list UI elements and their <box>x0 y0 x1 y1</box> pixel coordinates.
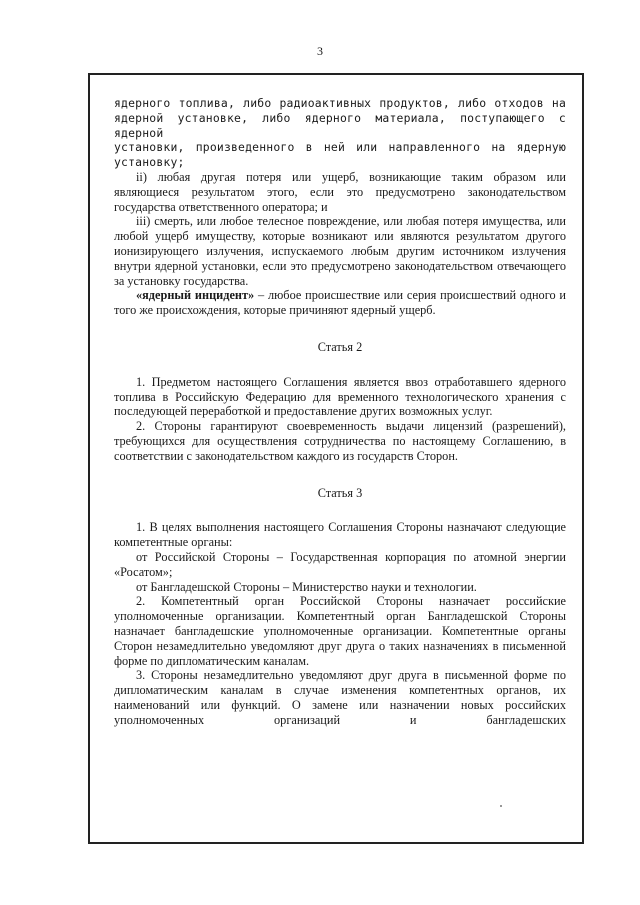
article-3-paragraph-3: 3. Стороны незамедлительно уведомляют друг друга в письменной форме по дипломатическим каналам в случае изменения компетентных органов, их наименований или функций. О замене или назначении новых российских уполномоченных организаций и бангладешских <box>114 668 566 727</box>
article-3-paragraph-2: 2. Компетентный орган Российской Стороны назначает российские уполномоченные организации. Компетентный орган Бангладешской Стороны назначает бангладешские уполномоченные организации. Компетентные органы Сторон незамедлительно уведомляют друг друга о таких назначениях в письменной форме по дипломатическим каналам. <box>114 594 566 668</box>
article-3-paragraph-1: 1. В целях выполнения настоящего Соглашения Стороны назначают следующие компетентные органы: <box>114 520 566 550</box>
text-line: ядерной установке, либо ядерного материала, поступающего с ядерной <box>114 110 566 140</box>
document-body <box>114 96 566 727</box>
definition-dash: – <box>254 288 268 303</box>
article-2-heading: Статья 2 <box>317 339 363 354</box>
article-2-paragraph-1: 1. Предметом настоящего Соглашения является ввоз отработавшего ядерного топлива в Российскую Федерацию для временного технологического хранения с последующей переработкой и предоставление других возможных услуг. <box>114 374 566 419</box>
article-2-paragraph-2: 2. Стороны гарантируют своевременность выдачи лицензий (разрешений), требующихся для осуществления сотрудничества по настоящему Соглашению, в соответствии с законодательством каждого из государств Сторон. <box>114 419 566 463</box>
definition-term: «ядерный инцидент» <box>136 288 255 303</box>
page-number: 3 <box>317 44 323 58</box>
article-3-heading: Статья 3 <box>317 485 363 500</box>
article-3-paragraph-1b: от Бангладешской Стороны – Министерство науки и технологии. <box>136 579 477 594</box>
definition-text: любое происшествие или серия происшествий одного и того же происхождения, которые причиняют ядерный ущерб. <box>114 288 566 318</box>
text-line: установки, произведенного в ней или направленного на ядерную установку; <box>114 140 566 170</box>
definition-nuclear-incident <box>114 288 566 318</box>
scan-speck <box>500 805 502 807</box>
text-line: ядерного топлива, либо радиоактивных продуктов, либо отходов на <box>114 96 566 110</box>
list-item-iii: iii) смерть, или любое телесное повреждение, или любая потеря имущества, или любой ущерб имуществу, которые возникают или являются результатом другого ионизирующего излучения, испускаемого любым другим источником излучения внутри ядерной установки, если это предусмотрено законодательством отвечающего за установку государства. <box>114 214 566 288</box>
article-3-paragraph-1a: от Российской Стороны – Государственная корпорация по атомной энергии «Росатом»; <box>114 549 566 579</box>
list-item-ii: ii) любая другая потеря или ущерб, возникающие таким образом или являющиеся результатом этого, если это предусмотрено законодательством государства ответственного оператора; и <box>114 169 566 214</box>
paragraph-continuation <box>114 96 566 170</box>
